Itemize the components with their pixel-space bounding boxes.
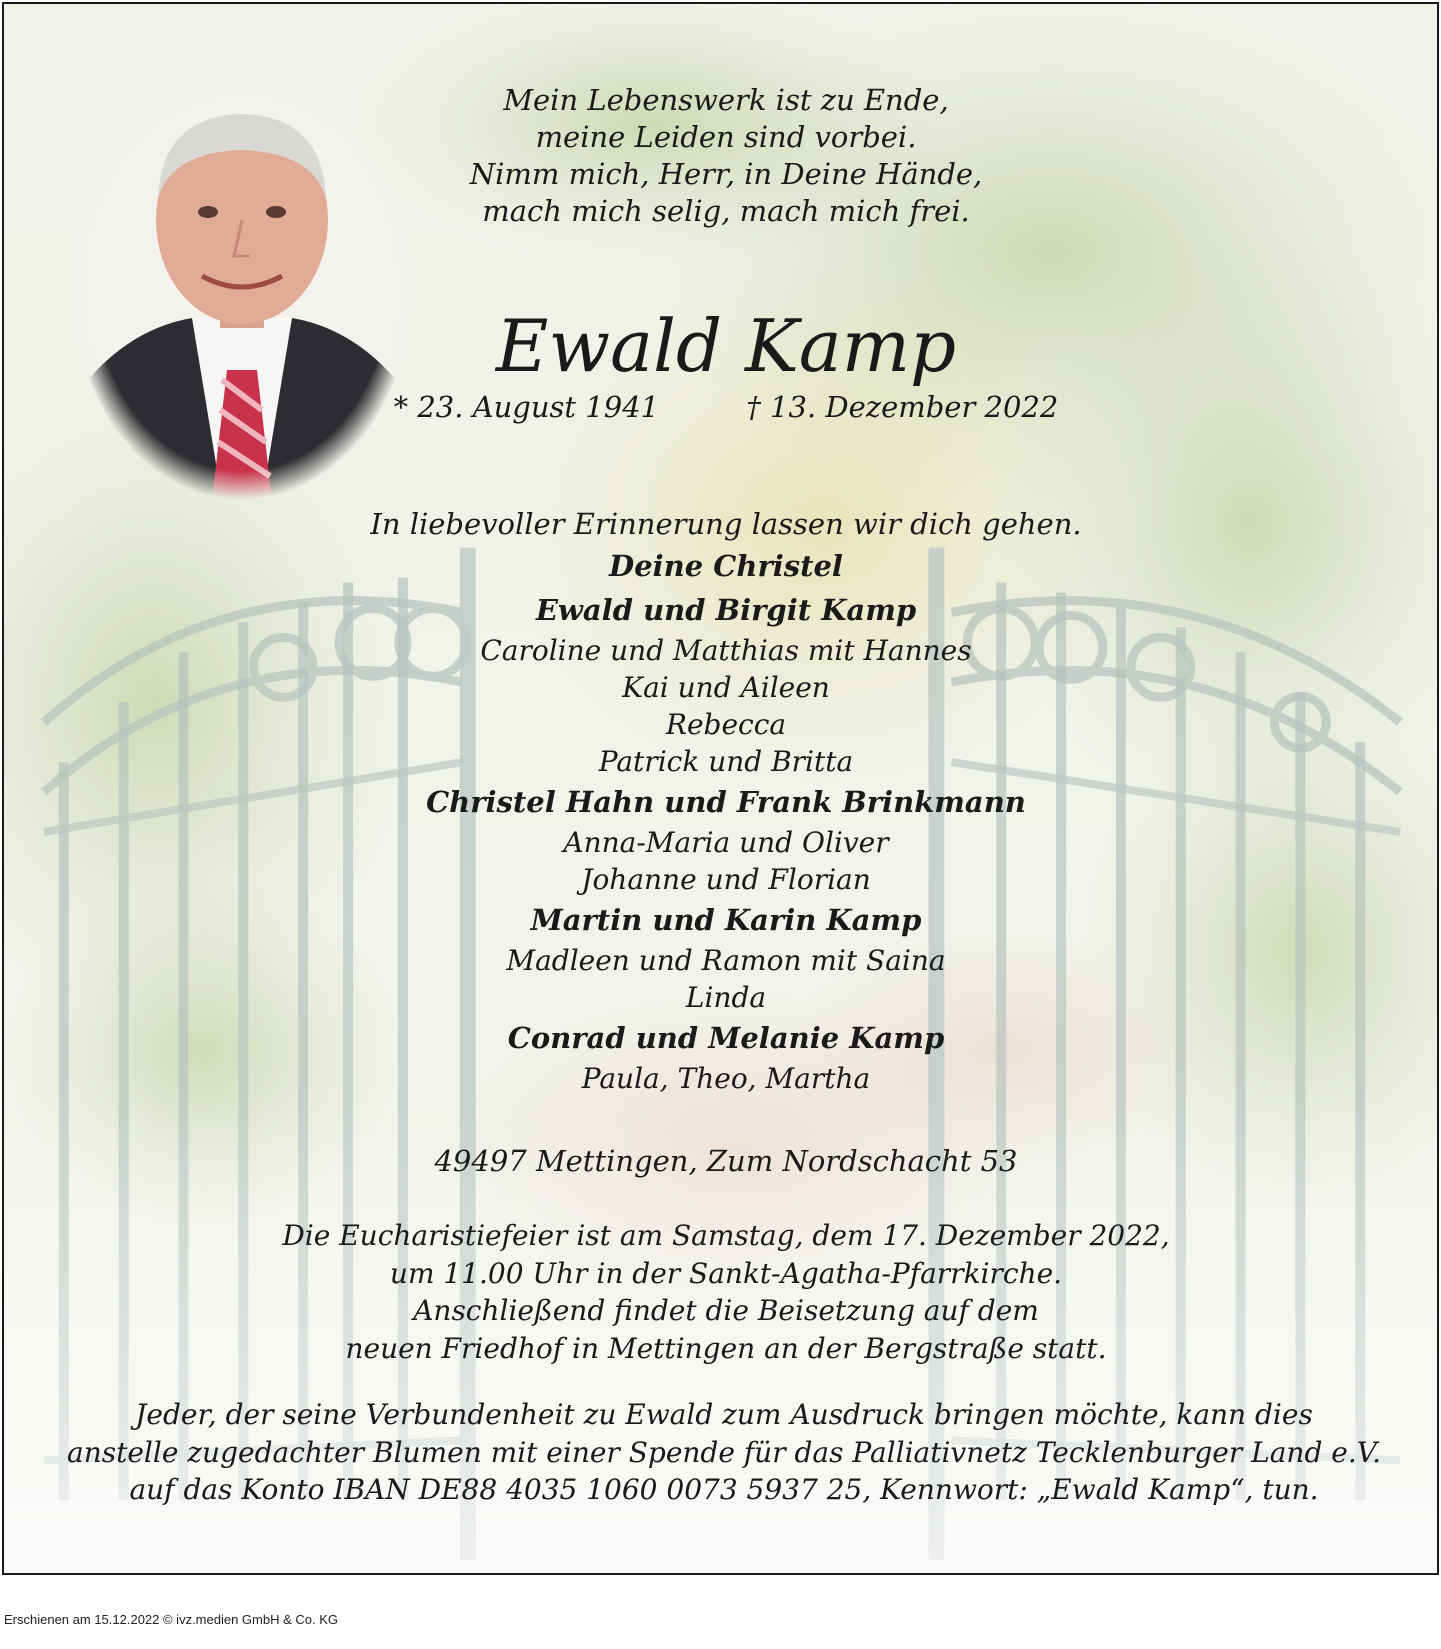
- poem-line: meine Leiden sind vorbei.: [535, 120, 917, 154]
- poem: [242, 82, 1210, 230]
- poem-line: Mein Lebenswerk ist zu Ende,: [503, 83, 949, 117]
- service-line: Die Eucharistiefeier ist am Samstag, dem 17. Dezember 2022,: [282, 1219, 1170, 1252]
- family-member: Madleen und Ramon mit Saina: [506, 944, 946, 977]
- family-head: Ewald und Birgit Kamp: [535, 593, 917, 627]
- family-head: Martin und Karin Kamp: [530, 903, 922, 937]
- poem-line: mach mich selig, mach mich frei.: [482, 194, 970, 228]
- family-member: Linda: [685, 981, 767, 1014]
- service-line: Anschließend findet die Beisetzung auf dem: [413, 1294, 1039, 1327]
- service-line: um 11.00 Uhr in der Sankt-Agatha-Pfarrkirche.: [389, 1256, 1063, 1290]
- service-info: [242, 1217, 1210, 1367]
- death-date: † 13. Dezember 2022: [746, 390, 1059, 424]
- publication-footer: Erschienen am 15.12.2022 © ivz.medien GmbH & Co. KG: [4, 1612, 339, 1627]
- family-member: Paula, Theo, Martha: [581, 1062, 871, 1095]
- donation-line: Jeder, der seine Verbundenheit zu Ewald zum Ausdruck bringen möchte, kann dies: [135, 1398, 1313, 1431]
- family-member: Rebecca: [665, 708, 787, 741]
- family-head: Christel Hahn und Frank Brinkmann: [426, 785, 1026, 819]
- family-member: Caroline und Matthias mit Hannes: [480, 634, 972, 667]
- family-member: Kai und Aileen: [622, 671, 830, 704]
- family-member: Anna-Maria und Oliver: [563, 826, 889, 859]
- family-member: Patrick und Britta: [598, 745, 854, 778]
- poem-line: Nimm mich, Herr, in Deine Hände,: [469, 157, 983, 191]
- address: 49497 Mettingen, Zum Nordschacht 53: [434, 1144, 1018, 1178]
- donation-line: anstelle zugedachter Blumen mit einer Spende für das Palliativnetz Tecklenburger Land e.V.: [67, 1435, 1381, 1469]
- life-dates: [242, 388, 1210, 426]
- deceased-name: Ewald Kamp: [495, 304, 957, 388]
- family-intro: In liebevoller Erinnerung lassen wir dich gehen.: [370, 507, 1082, 541]
- birth-date: * 23. August 1941: [393, 390, 660, 424]
- obituary-notice: [2, 2, 1439, 1575]
- donation-line: auf das Konto IBAN DE88 4035 1060 0073 5937 25, Kennwort: „Ewald Kamp“, tun.: [129, 1473, 1319, 1506]
- service-line: neuen Friedhof in Mettingen an der Bergstraße statt.: [345, 1331, 1107, 1365]
- family-head: Deine Christel: [609, 549, 843, 583]
- family-member: Johanne und Florian: [581, 863, 871, 896]
- family-list: [242, 504, 1210, 1097]
- family-head: Conrad und Melanie Kamp: [507, 1021, 945, 1055]
- donation-info: [44, 1396, 1404, 1509]
